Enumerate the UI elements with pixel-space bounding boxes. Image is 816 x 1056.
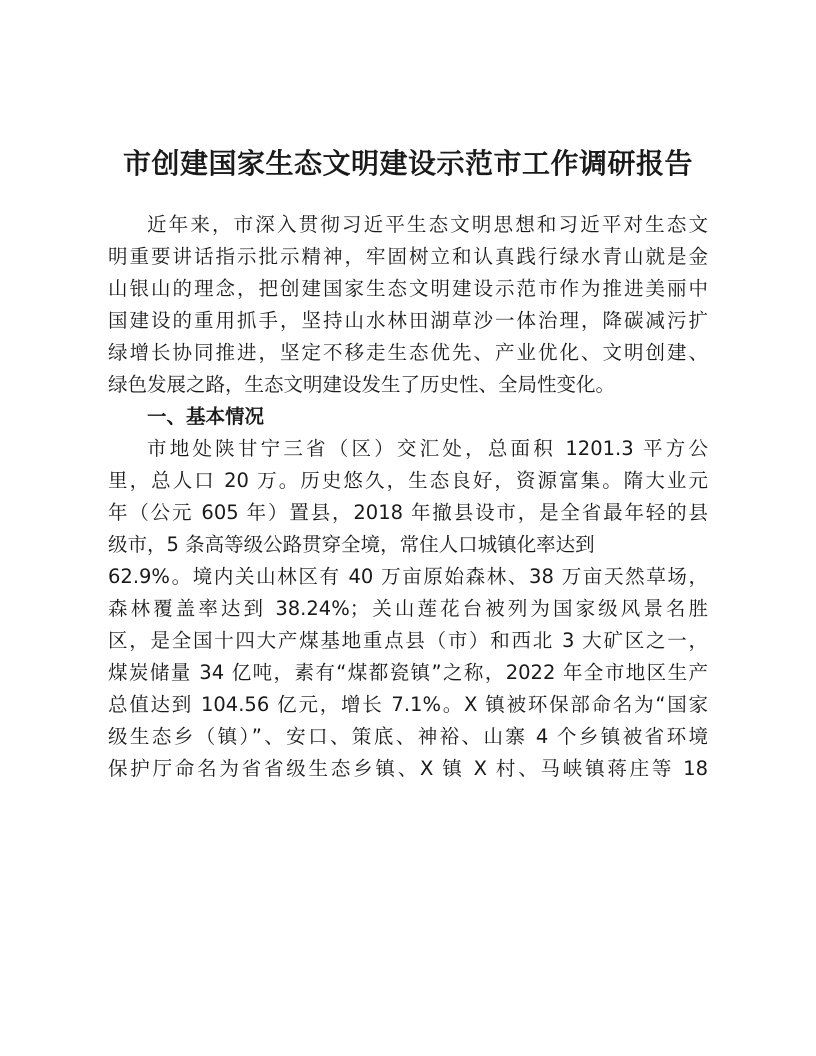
intro-line: 绿增长协同推进，坚定不移走生态优先、产业优化、文明创建、 [108,341,708,364]
intro-line: 近年来，市深入贯彻习近平生态文明思想和习近平对生态文 [147,213,708,236]
intro-line: 国建设的重用抓手，坚持山水林田湖草沙一体治理，降碳减污扩 [108,309,708,332]
section-line: 62.9%。境内关山林区有 40 万亩原始森林、38 万亩天然草场， [108,565,708,588]
document-title: 市创建国家生态文明建设示范市工作调研报告 [122,147,693,180]
section-line: 区，是全国十四大产煤基地重点县（市）和西北 3 大矿区之一， [108,629,708,652]
intro-line: 明重要讲话指示批示精神，牢固树立和认真践行绿水青山就是金 [108,245,708,268]
section-line: 总值达到 104.56 亿元，增长 7.1%。X 镇被环保部命名为“国家 [108,693,708,716]
section-heading: 一、基本情况 [147,405,265,428]
section-line: 煤炭储量 34 亿吨，素有“煤都瓷镇”之称，2022 年全市地区生产 [108,661,708,684]
section-line: 市地处陕甘宁三省（区）交汇处，总面积 1201.3 平方公 [147,437,708,460]
intro-line: 绿色发展之路，生态文明建设发生了历史性、全局性变化。 [108,373,616,396]
section-line: 级生态乡（镇）”、安口、策底、神裕、山寨 4 个乡镇被省环境 [108,725,708,748]
section-line: 里，总人口 20 万。历史悠久，生态良好，资源富集。隋大业元 [108,469,708,492]
section-line: 森林覆盖率达到 38.24%；关山莲花台被列为国家级风景名胜 [108,597,708,620]
section-line: 级市，5 条高等级公路贯穿全境，常住人口城镇化率达到 [108,533,595,556]
section-line: 保护厅命名为省省级生态乡镇、X 镇 X 村、马峡镇蒋庄等 18 [108,757,708,780]
intro-line: 山银山的理念，把创建国家生态文明建设示范市作为推进美丽中 [108,277,708,300]
section-line: 年（公元 605 年）置县，2018 年撤县设市，是全省最年轻的县 [108,501,708,524]
